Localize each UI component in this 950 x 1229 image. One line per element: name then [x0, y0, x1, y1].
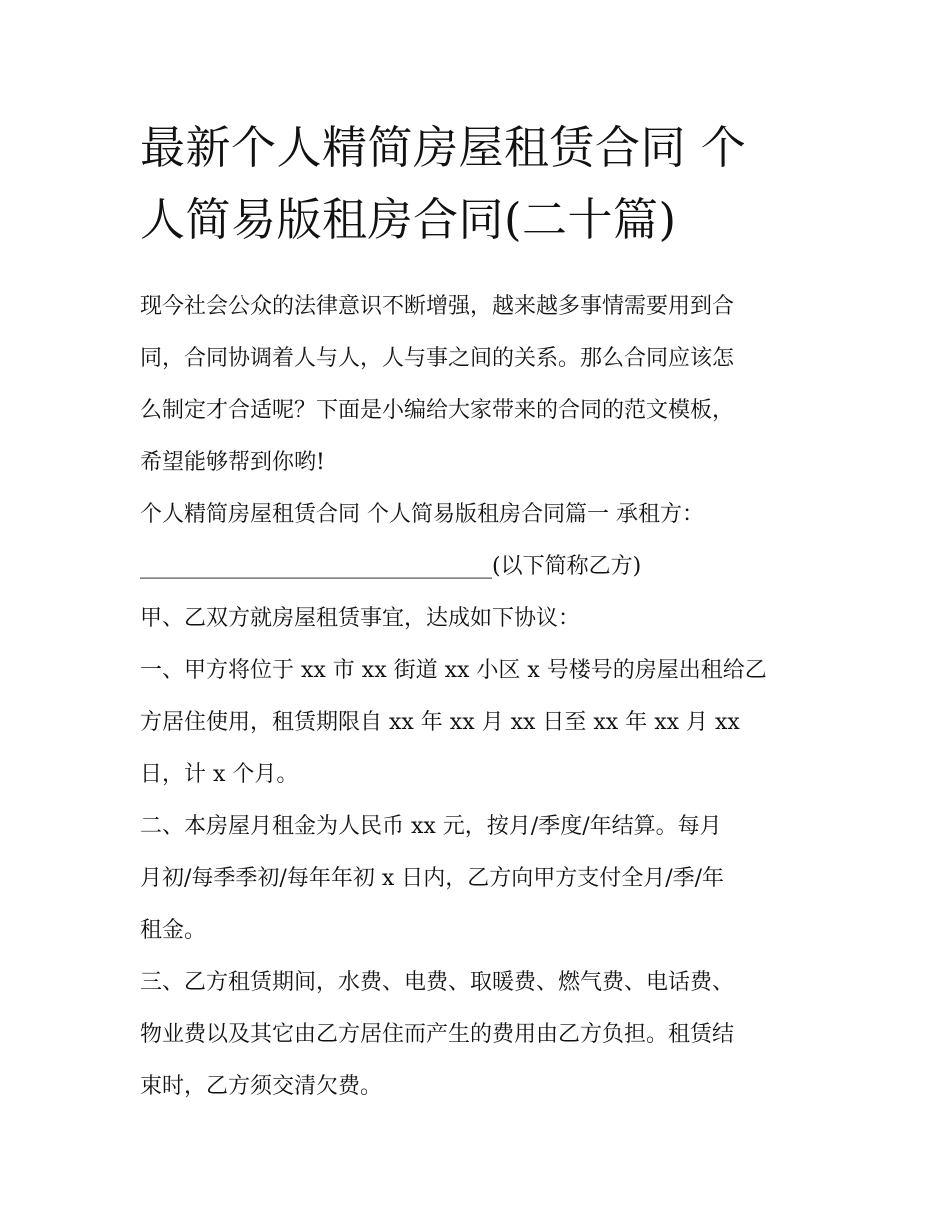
title-line: 人简易版租房合同(二十篇)	[140, 193, 677, 246]
clause-1-paragraph	[140, 645, 830, 801]
text-line: 方居住使用，租赁期限自 xx 年 xx 月 xx 日至 xx 年 xx 月 xx	[140, 710, 740, 735]
text-line: 甲、乙双方就房屋租赁事宜，达成如下协议：	[140, 606, 581, 631]
text-line: 同，合同协调着人与人，人与事之间的关系。那么合同应该怎	[140, 346, 735, 371]
intro-paragraph	[140, 281, 830, 489]
clause-2-paragraph	[140, 801, 830, 957]
text-line: 租金。	[140, 918, 207, 943]
agreement-paragraph	[140, 593, 830, 645]
title-line: 最新个人精简房屋租赁合同 个	[140, 121, 747, 174]
text-line: ________________________________(以下简称乙方)	[140, 554, 642, 579]
document-body	[140, 281, 830, 1113]
contract-heading-paragraph	[140, 489, 830, 593]
text-line: 束时，乙方须交清欠费。	[140, 1074, 383, 1099]
text-line: 一、甲方将位于 xx 市 xx 街道 xx 小区 x 号楼号的房屋出租给乙	[140, 658, 767, 683]
clause-3-paragraph	[140, 957, 830, 1113]
text-line: 么制定才合适呢？下面是小编给大家带来的合同的范文模板，	[140, 398, 735, 423]
text-line: 个人精简房屋租赁合同 个人简易版租房合同篇一 承租方：	[140, 502, 704, 527]
text-line: 物业费以及其它由乙方居住而产生的费用由乙方负担。租赁结	[140, 1022, 735, 1047]
text-line: 三、乙方租赁期间，水费、电费、取暖费、燃气费、电话费、	[140, 970, 735, 995]
page-title	[140, 112, 830, 256]
text-line: 现今社会公众的法律意识不断增强，越来越多事情需要用到合	[140, 294, 735, 319]
text-line: 月初/每季季初/每年年初 x 日内，乙方向甲方支付全月/季/年	[140, 866, 725, 891]
text-line: 希望能够帮到你哟!	[140, 450, 325, 475]
text-line: 二、本房屋月租金为人民币 xx 元，按月/季度/年结算。每月	[140, 814, 722, 839]
text-line: 日，计 x 个月。	[140, 762, 299, 787]
